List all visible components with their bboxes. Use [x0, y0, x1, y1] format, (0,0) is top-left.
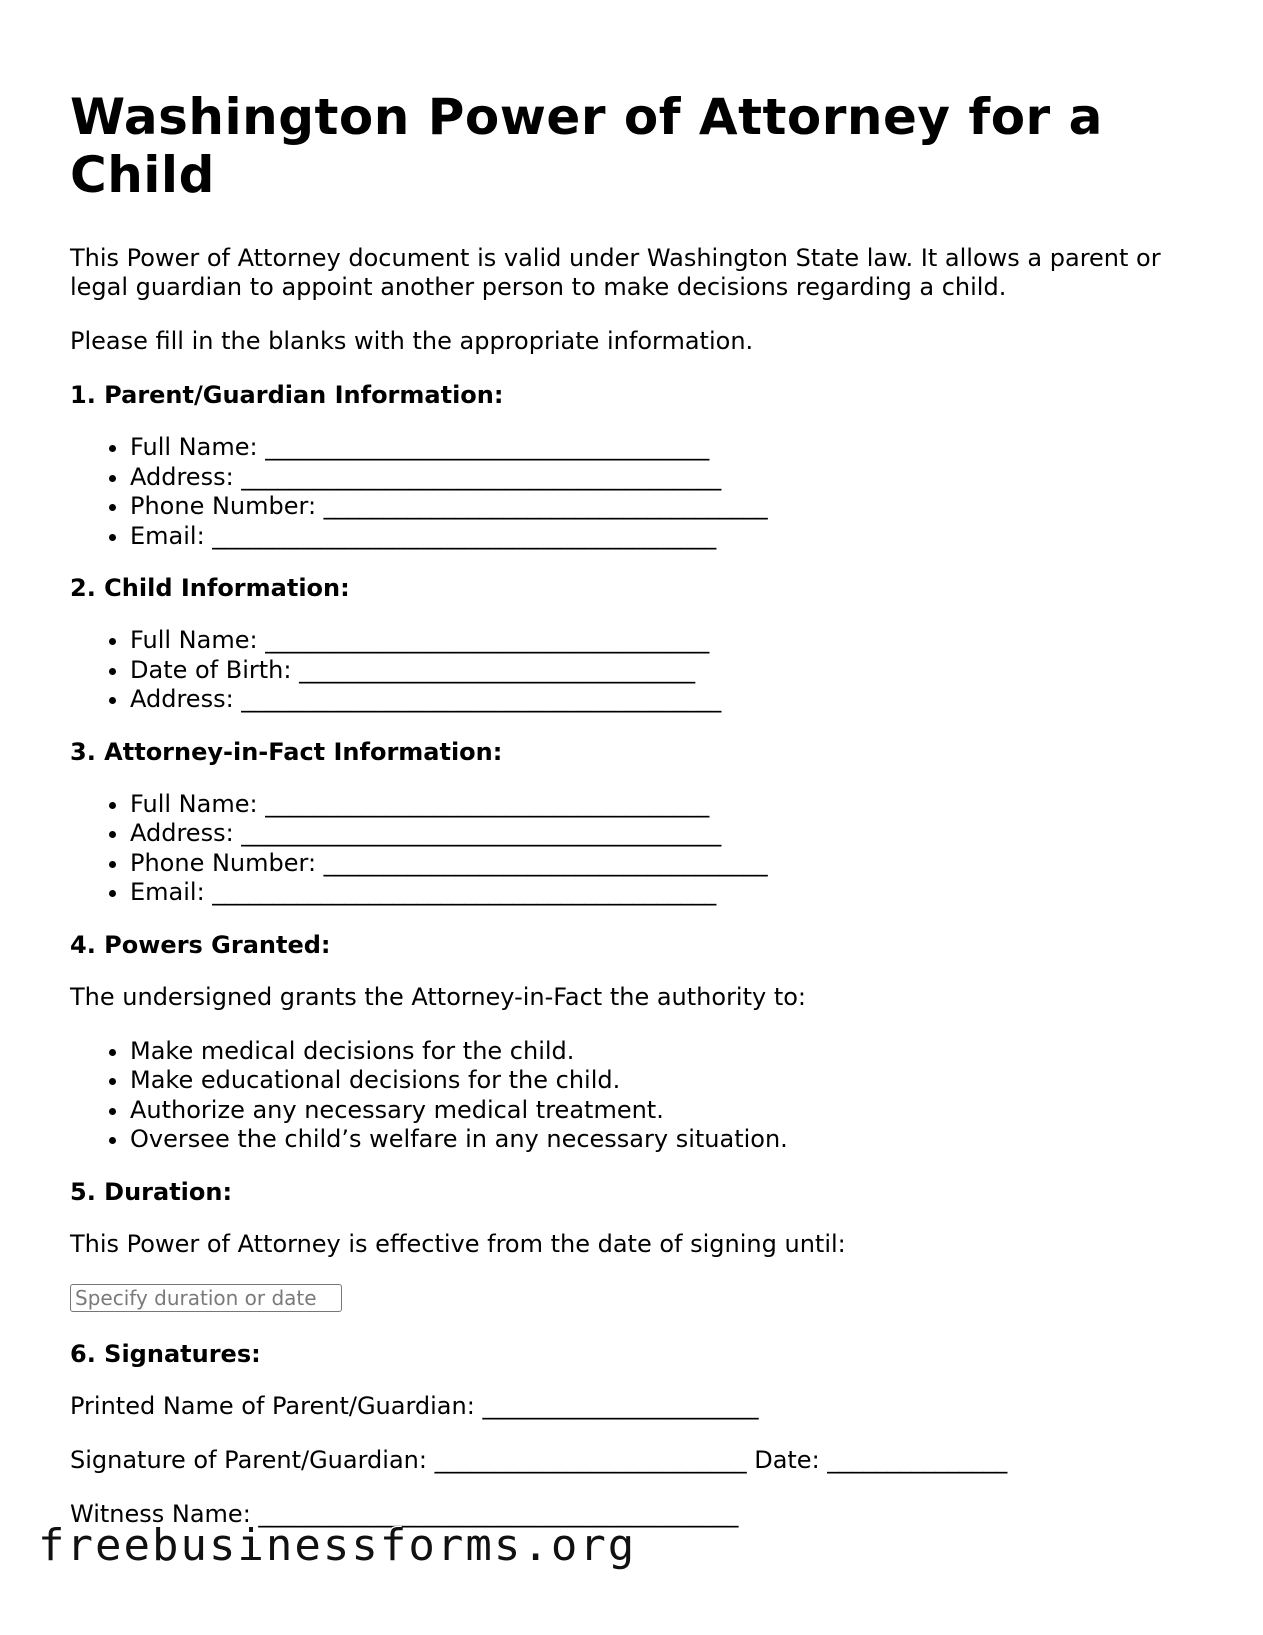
list-item: • Make educational decisions for the child.	[130, 1066, 1200, 1096]
list-item: • Address: ________________________________________	[130, 819, 1200, 849]
list-item: • Phone Number: _____________________________________	[130, 492, 1200, 522]
list-item: • Oversee the child’s welfare in any necessary situation.	[130, 1125, 1200, 1155]
list-item: • Full Name: _____________________________________	[130, 626, 1200, 656]
document-page	[70, 88, 1200, 1554]
parent-info-list	[70, 433, 1200, 551]
section-heading-child: 2. Child Information:	[70, 574, 350, 602]
powers-list	[70, 1037, 1200, 1155]
list-item: • Phone Number: _____________________________________	[130, 849, 1200, 879]
section-heading-duration: 5. Duration:	[70, 1177, 233, 1206]
watermark-logo: freebusinessforms.org	[38, 1520, 637, 1571]
list-item: • Make medical decisions for the child.	[130, 1037, 1200, 1067]
attorney-info-list	[70, 790, 1200, 908]
list-item: • Address: ________________________________________	[130, 685, 1200, 715]
instructions-paragraph: Please fill in the blanks with the appropriate information.	[70, 327, 754, 355]
section-heading-signatures: 6. Signatures:	[70, 1339, 261, 1368]
list-item: • Full Name: _____________________________________	[130, 790, 1200, 820]
section-heading-parent: 1. Parent/Guardian Information:	[70, 381, 504, 409]
list-item: • Email: __________________________________________	[130, 522, 1200, 552]
witness-name-line: Witness Name: ________________________________________	[70, 1499, 739, 1528]
section-heading-powers: 4. Powers Granted:	[70, 930, 331, 959]
list-item: • Authorize any necessary medical treatment.	[130, 1096, 1200, 1126]
duration-input[interactable]	[70, 1284, 342, 1312]
printed-name-line: Printed Name of Parent/Guardian: _______________________	[70, 1391, 759, 1420]
section-heading-attorney: 3. Attorney-in-Fact Information:	[70, 737, 503, 766]
document-title: Washington Power of Attorney for a Child	[70, 88, 1103, 204]
list-item: • Date of Birth: _________________________________	[130, 656, 1200, 686]
child-info-list	[70, 626, 1200, 715]
powers-intro: The undersigned grants the Attorney-in-Fact the authority to:	[70, 982, 807, 1011]
intro-paragraph: This Power of Attorney document is valid under Washington State law. It allows a parent or legal guardian to appoint another person to make decisions regarding a child.	[70, 244, 1161, 301]
signature-date-line: Signature of Parent/Guardian: __________________________ Date: _______________	[70, 1445, 1008, 1474]
duration-text: This Power of Attorney is effective from the date of signing until:	[70, 1229, 846, 1258]
list-item: • Address: ________________________________________	[130, 463, 1200, 493]
list-item: • Full Name: _____________________________________	[130, 433, 1200, 463]
list-item: • Email: __________________________________________	[130, 878, 1200, 908]
